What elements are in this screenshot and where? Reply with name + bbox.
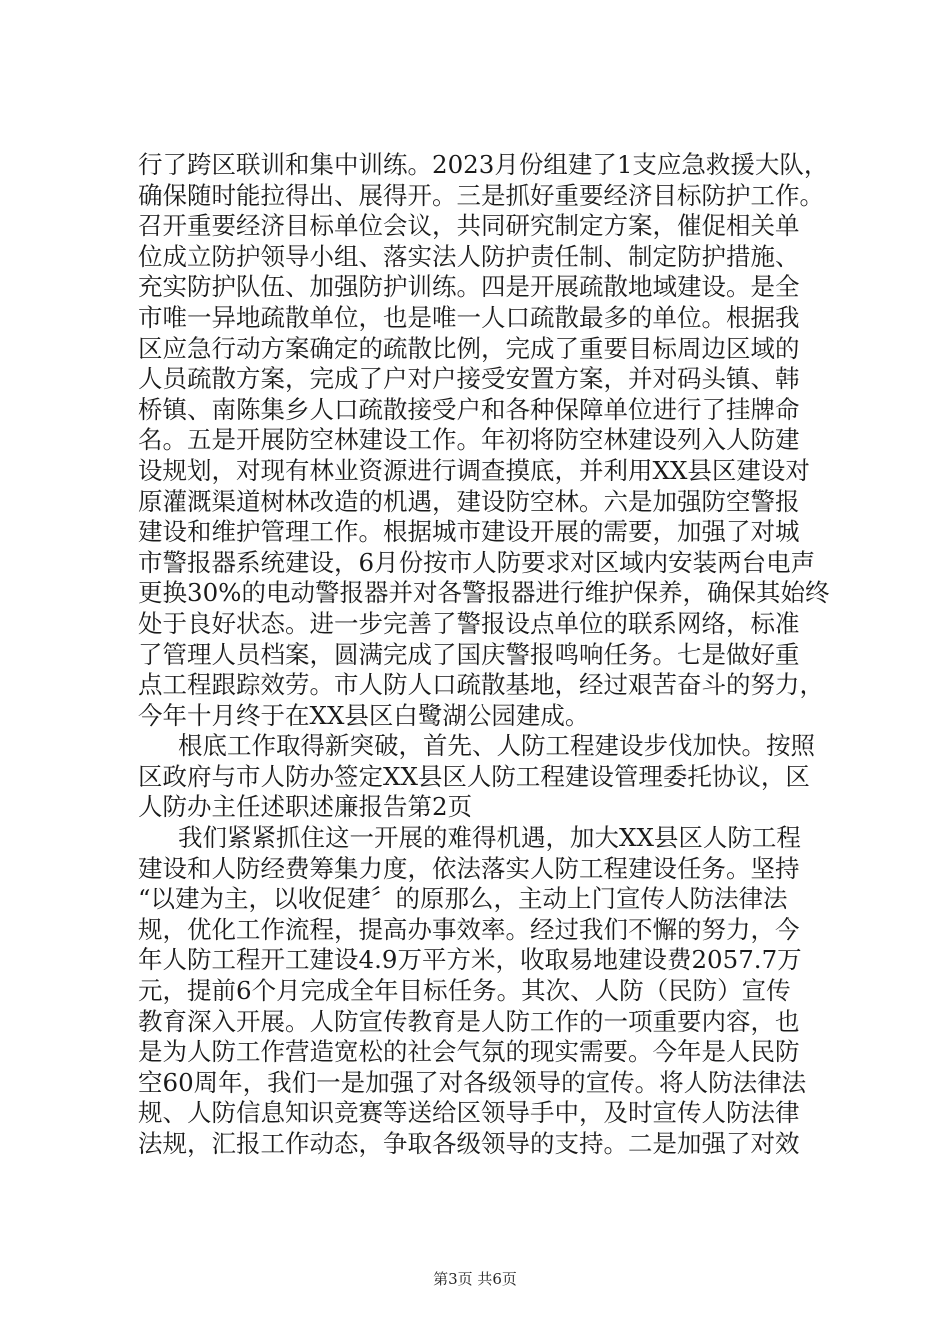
text-line: 召开重要经济目标单位会议，共同研究制定方案，催促相关单 [138,211,800,241]
text-line: 规、人防信息知识竞赛等送给区领导手中，及时宣传人防法律 [138,1098,800,1128]
text-line: 人员疏散方案，完成了户对户接受安置方案，并对码头镇、韩 [138,364,800,394]
text-line: 今年十月终于在XX县区白鹭湖公园建成。 [138,700,590,730]
text-line: 点工程跟踪效劳。市人防人口疏散基地，经过艰苦奋斗的努力， [138,670,824,700]
text-line: 桥镇、南陈集乡人口疏散接受户和各种保障单位进行了挂牌命 [138,394,800,424]
text-line: 法规，汇报工作动态，争取各级领导的支持。二是加强了对效 [138,1129,800,1158]
text-line: 更换30%的电动警报器并对各警报器进行维护保养，确保其始终 [138,578,830,608]
text-line: 空60周年，我们一是加强了对各级领导的宣传。将人防法律法 [138,1067,807,1097]
text-line: 确保随时能拉得出、展得开。三是抓好重要经济目标防护工作。 [138,180,824,210]
text-line: 市警报器系统建设，6月份按市人防要求对区域内安装两台电声 [138,547,816,577]
body-text [138,150,828,1160]
text-line: 区应急行动方案确定的疏散比例，完成了重要目标周边区域的 [138,333,800,363]
paragraph-start-line: 我们紧紧抓住这一开展的难得机遇，加大XX县区人防工程 [178,823,801,853]
text-line: 建设和维护管理工作。根据城市建设开展的需要，加强了对城 [138,517,800,547]
page-number: 第3页 共6页 [433,1270,517,1288]
text-line: 元，提前6个月完成全年目标任务。其次、人防（民防）宣传 [138,976,791,1006]
text-line: 人防办主任述职述廉报告第2页 [138,792,473,822]
text-line: 是为人防工作营造宽松的社会气氛的现实需要。今年是人民防 [138,1037,800,1067]
text-line: “以建为主，以收促建〞的原那么，主动上门宣传人防法律法 [138,884,788,914]
text-line: 位成立防护领导小组、落实法人防护责任制、制定防护措施、 [138,241,800,271]
text-line: 年人防工程开工建设4.9万平方米，收取易地建设费2057.7万 [138,945,802,975]
paragraph-start-line: 根底工作取得新突破，首先、人防工程建设步伐加快。按照 [178,731,815,761]
text-line: 处于良好状态。进一步完善了警报设点单位的联系网络，标准 [138,608,800,638]
text-line: 原灌溉渠道树林改造的机遇，建设防空林。六是加强防空警报 [138,486,800,516]
text-line: 行了跨区联训和集中训练。2023月份组建了1支应急救援大队， [138,150,829,179]
text-line: 建设和人防经费筹集力度，依法落实人防工程建设任务。坚持 [138,853,800,883]
text-line: 充实防护队伍、加强防护训练。四是开展疏散地域建设。是全 [138,272,800,302]
text-line: 市唯一异地疏散单位，也是唯一人口疏散最多的单位。根据我 [138,302,800,332]
text-line: 设规划，对现有林业资源进行调查摸底，并利用XX县区建设对 [138,455,810,485]
text-line: 教育深入开展。人防宣传教育是人防工作的一项重要内容，也 [138,1006,800,1036]
text-line: 名。五是开展防空林建设工作。年初将防空林建设列入人防建 [138,425,800,455]
text-line: 了管理人员档案，圆满完成了国庆警报鸣响任务。七是做好重 [138,639,800,669]
text-line: 区政府与市人防办签定XX县区人防工程建设管理委托协议，区 [138,761,810,791]
text-line: 规，优化工作流程，提高办事效率。经过我们不懈的努力，今 [138,914,800,944]
